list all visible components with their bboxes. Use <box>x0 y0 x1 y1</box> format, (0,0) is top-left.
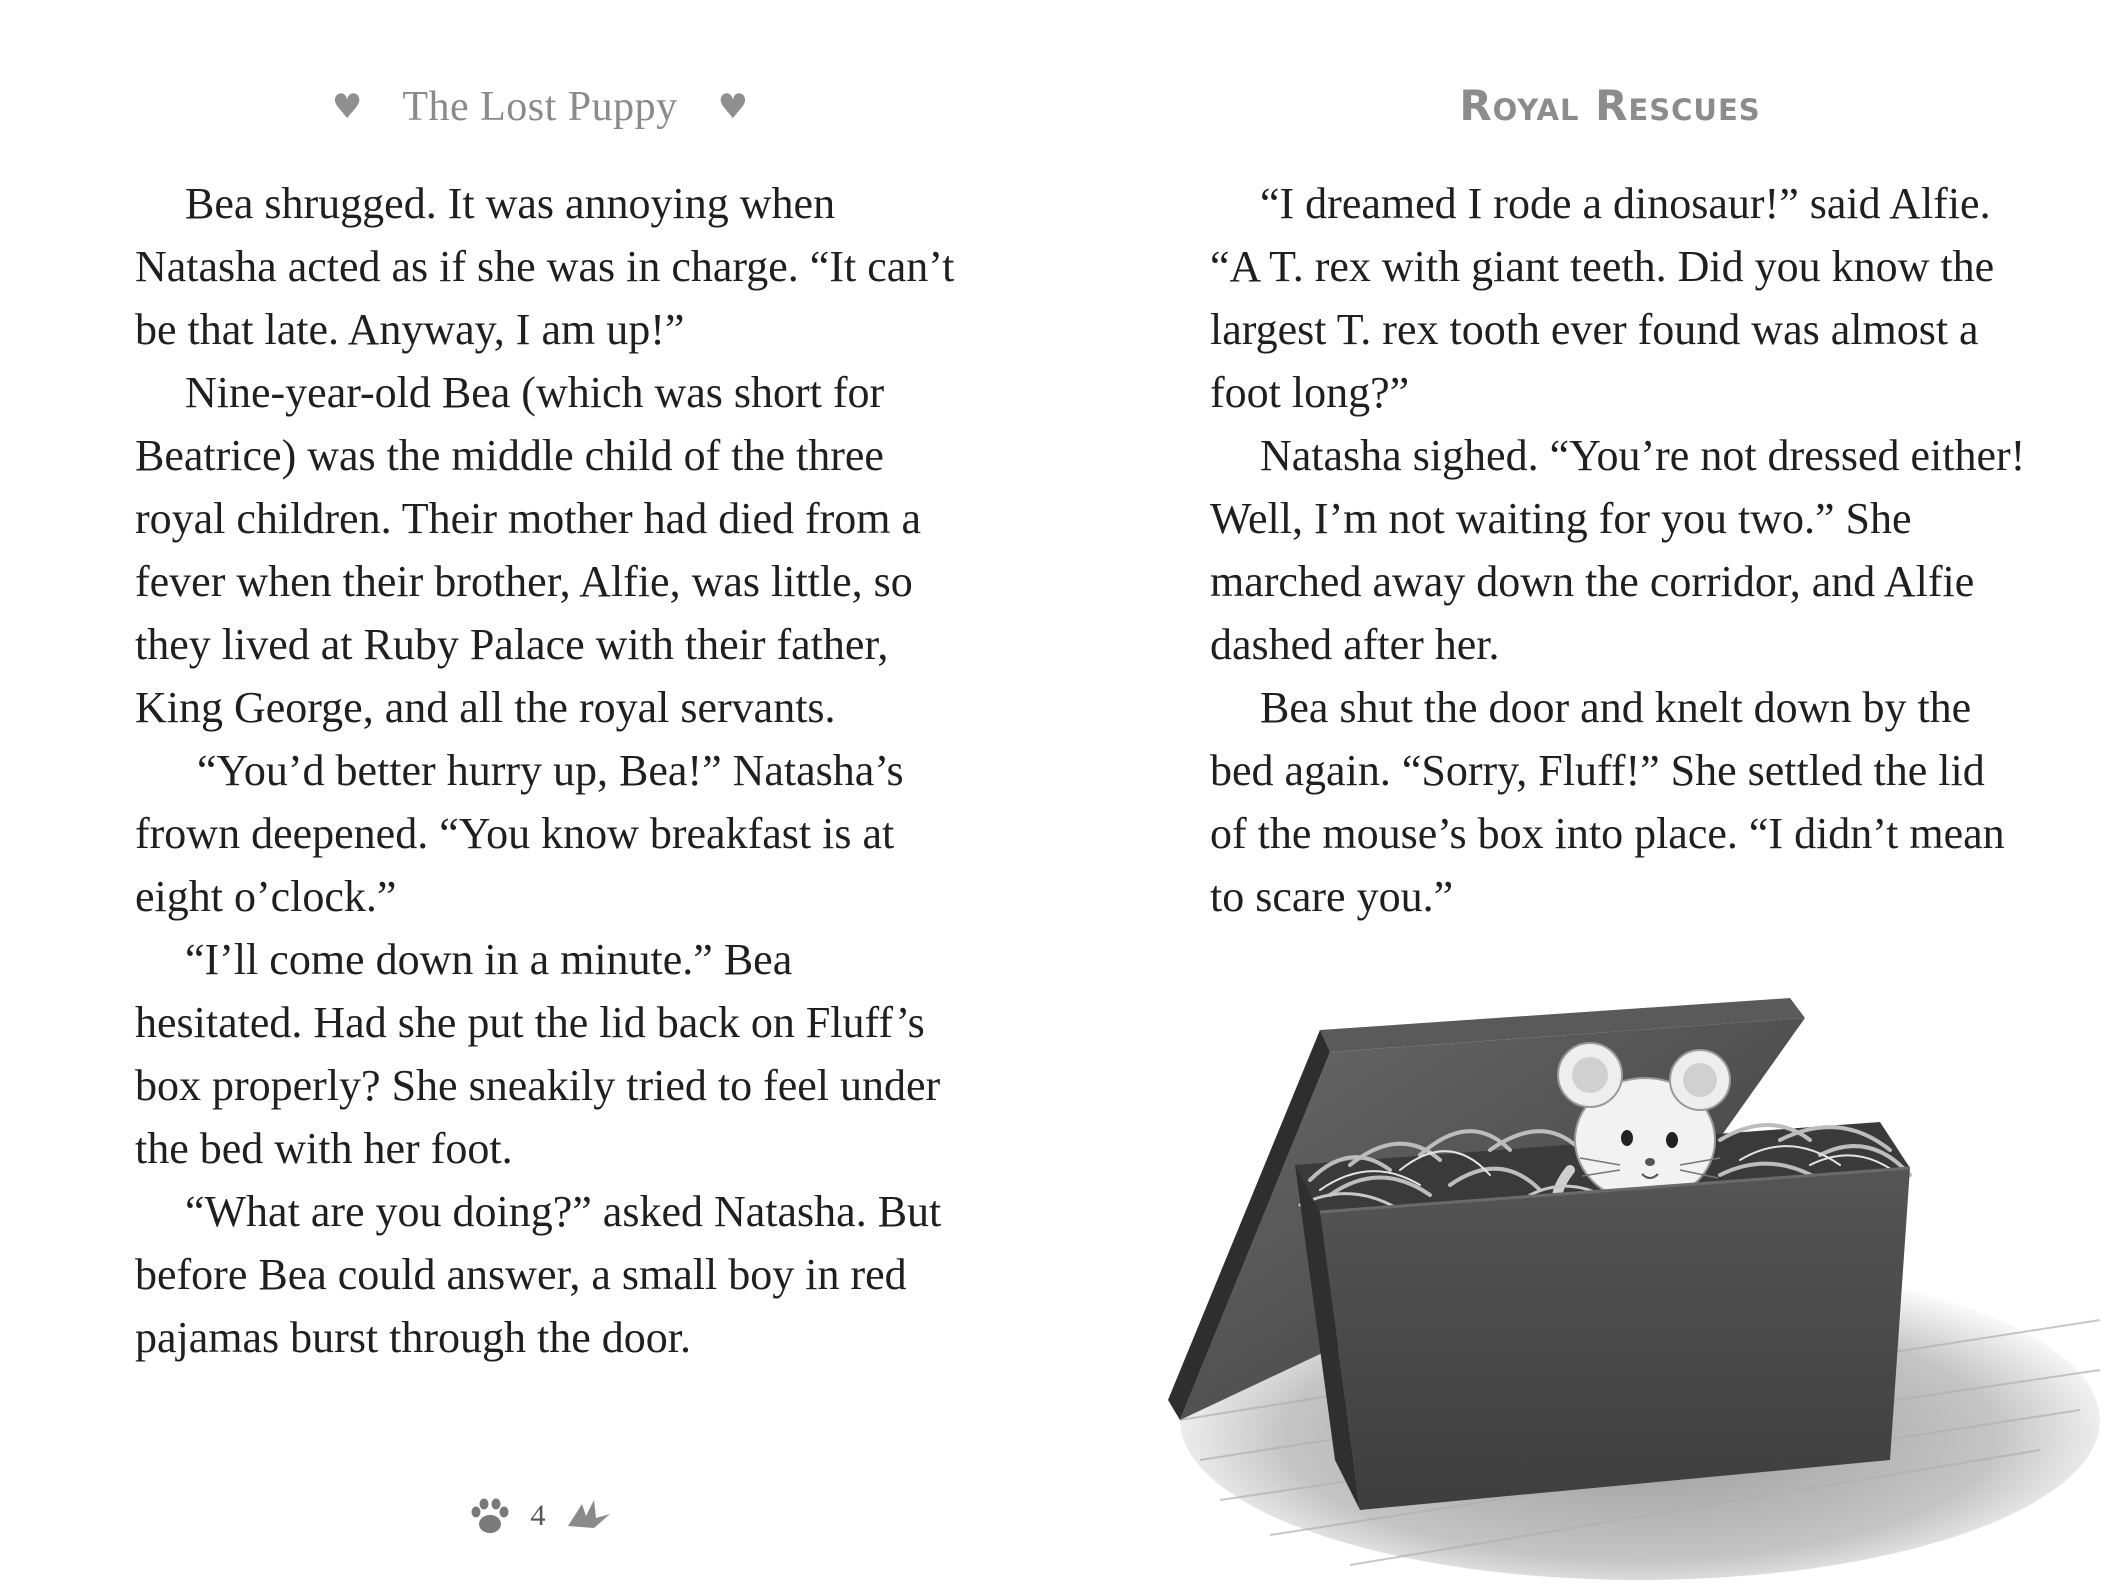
paragraph: Natasha sighed. “You’re not dressed either! Well, I’m not waiting for you two.” She marched away down the corridor, and Alfie dashed after her. <box>1210 431 2026 669</box>
paragraph: Bea shut the door and knelt down by the bed again. “Sorry, Fluff!” She settled the lid of the mouse’s box into place. “I didn’t mean to scare you.” <box>1210 683 2005 921</box>
series-title: Royal Rescues <box>1459 80 1761 130</box>
paragraph: “I dreamed I rode a dinosaur!” said Alfie. “A T. rex with giant teeth. Did you know the largest T. rex tooth ever found was almost a foot long?” <box>1210 179 1995 417</box>
page-footer <box>460 1488 620 1544</box>
running-header-right <box>1380 70 1840 140</box>
book-title: The Lost Puppy <box>402 84 678 130</box>
paragraph: Nine-year-old Bea (which was short for Beatrice) was the middle child of the three royal children. Their mother had died from a fever when their brother, Alfie, was little, so they lived at Ruby Palace with their father, King George, and all the royal servants. <box>135 368 922 732</box>
heart-icon: ♥ <box>717 87 749 127</box>
page-number: 4 <box>530 1499 546 1532</box>
paw-print-icon <box>467 1496 513 1536</box>
paragraph: “You’d better hurry up, Bea!” Natasha’s frown deepened. “You know breakfast is at eight o’clock.” <box>135 746 904 921</box>
paragraph: “What are you doing?” asked Natasha. But before Bea could answer, a small boy in red pajamas burst through the door. <box>135 1187 942 1362</box>
paragraph: Bea shrugged. It was annoying when Natasha acted as if she was in charge. “It can’t be that late. Anyway, I am up!” <box>135 179 955 354</box>
paragraph: “I’ll come down in a minute.” Bea hesitated. Had she put the lid back on Fluff’s box properly? She sneakily tried to feel under the bed with her foot. <box>135 935 941 1173</box>
heart-icon: ♥ <box>331 87 363 127</box>
mouse-in-box-illustration <box>1120 990 2120 1590</box>
bird-icon <box>564 1496 614 1536</box>
box <box>1295 1165 1910 1510</box>
right-page-text <box>1210 172 2030 928</box>
left-page-text <box>135 172 955 1369</box>
running-header-left <box>330 72 750 142</box>
